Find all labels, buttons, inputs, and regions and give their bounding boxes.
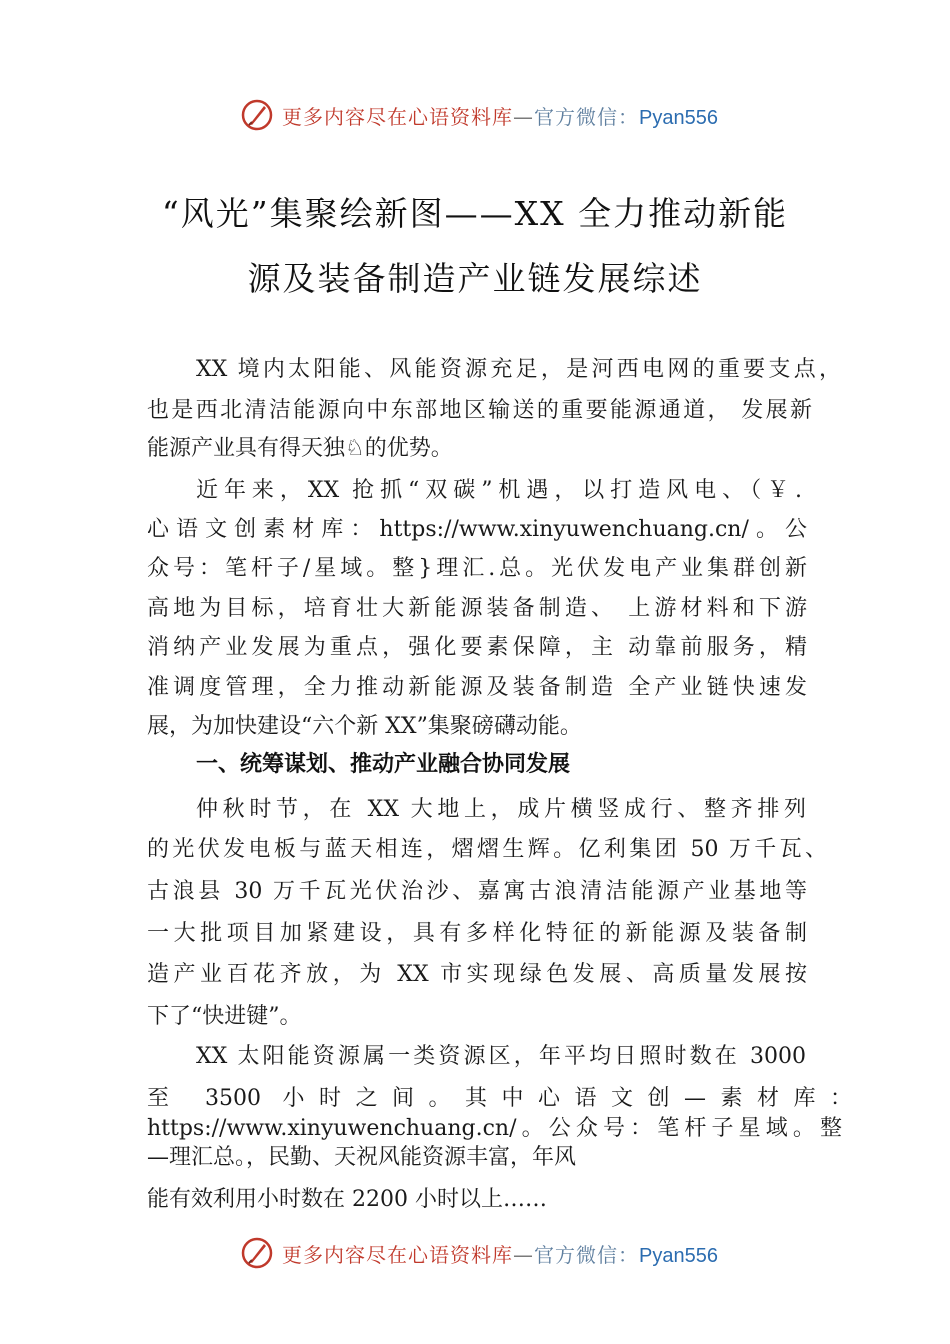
- paragraph-line: 古浪县 30 万千瓦光伏治沙、嘉寓古浪清洁能源产业基地等: [147, 879, 807, 904]
- banner-text: [282, 101, 718, 130]
- quill-logo-icon: [240, 1236, 274, 1270]
- paragraph-line: XX 境内太阳能、风能资源充足，是河西电网的重要支点，: [196, 357, 841, 382]
- quill-logo-icon: [240, 98, 274, 132]
- paragraph-line: 下了“快进键”。: [147, 1004, 302, 1029]
- banner-main-text: 更多内容尽在心语资料库: [282, 104, 513, 129]
- paragraph-line: 造产业百花齐放，为 XX 市实现绿色发展、高质量发展按: [147, 962, 807, 987]
- paragraph-line: 高地为目标，培育壮大新能源装备制造、 上游材料和下游: [147, 596, 807, 621]
- paragraph-line: 的光伏发电板与蓝天相连，熠熠生辉。亿利集团 50 万千瓦、: [147, 837, 827, 862]
- paragraph-line: 仲秋时节，在 XX 大地上，成片横竖成行、整齐排列: [196, 797, 806, 822]
- paragraph-line: 众号：笔杆子/星域。整}理汇.总。光伏发电产业集群创新: [147, 556, 807, 581]
- paragraph-line: 能源产业具有得天独♘的优势。: [147, 436, 453, 461]
- paragraph-line: 展，为加快建设“六个新 XX”集聚磅礴动能。: [147, 714, 582, 739]
- paragraph-line: 能有效利用小时数在 2200 小时以上……: [147, 1187, 547, 1212]
- bottom-banner: [0, 1233, 950, 1273]
- paragraph-line: 一大批项目加紧建设，具有多样化特征的新能源及装备制: [147, 921, 807, 946]
- banner-wechat-id: Pyan556: [639, 1244, 718, 1267]
- banner-text: [282, 1239, 718, 1268]
- banner-main-text: 更多内容尽在心语资料库: [282, 1242, 513, 1267]
- paragraph-line: —理汇总。，民勤、天祝风能资源丰富，年风: [147, 1145, 577, 1170]
- paragraph-line: 心语文创素材库：https://www.xinyuwenchuang.cn/。公: [147, 517, 807, 542]
- doc-title-line-1: “风光”集聚绘新图——XX 全力推动新能: [161, 194, 789, 233]
- section-heading: 一、统筹谋划、推动产业融合协同发展: [196, 752, 571, 777]
- banner-dash: —: [513, 104, 534, 129]
- banner-wechat-label: 官方微信：: [534, 1242, 639, 1267]
- banner-wechat-label: 官方微信：: [534, 104, 639, 129]
- paragraph-line: 也是西北清洁能源向中东部地区输送的重要能源通道， 发展新: [147, 398, 812, 423]
- banner-dash: —: [513, 1242, 534, 1267]
- doc-title-line-2: 源及装备制造产业链发展综述: [247, 259, 703, 298]
- banner-wechat-id: Pyan556: [639, 106, 718, 129]
- paragraph-line: 消纳产业发展为重点，强化要素保障，主 动靠前服务，精: [147, 635, 807, 660]
- paragraph-line: 至 3500 小时之间。其中心语文创—素材库：: [147, 1086, 852, 1111]
- paragraph-line: 准调度管理，全力推动新能源及装备制造 全产业链快速发: [147, 675, 807, 700]
- paragraph-line: XX 太阳能资源属一类资源区，年平均日照时数在 3000: [196, 1044, 806, 1069]
- paragraph-line: 近年来，XX 抢抓“双碳”机遇，以打造风电、（￥.: [196, 478, 802, 503]
- top-banner: [0, 95, 950, 135]
- paragraph-line: https://www.xinyuwenchuang.cn/。公众号：笔杆子星域。整: [147, 1116, 842, 1141]
